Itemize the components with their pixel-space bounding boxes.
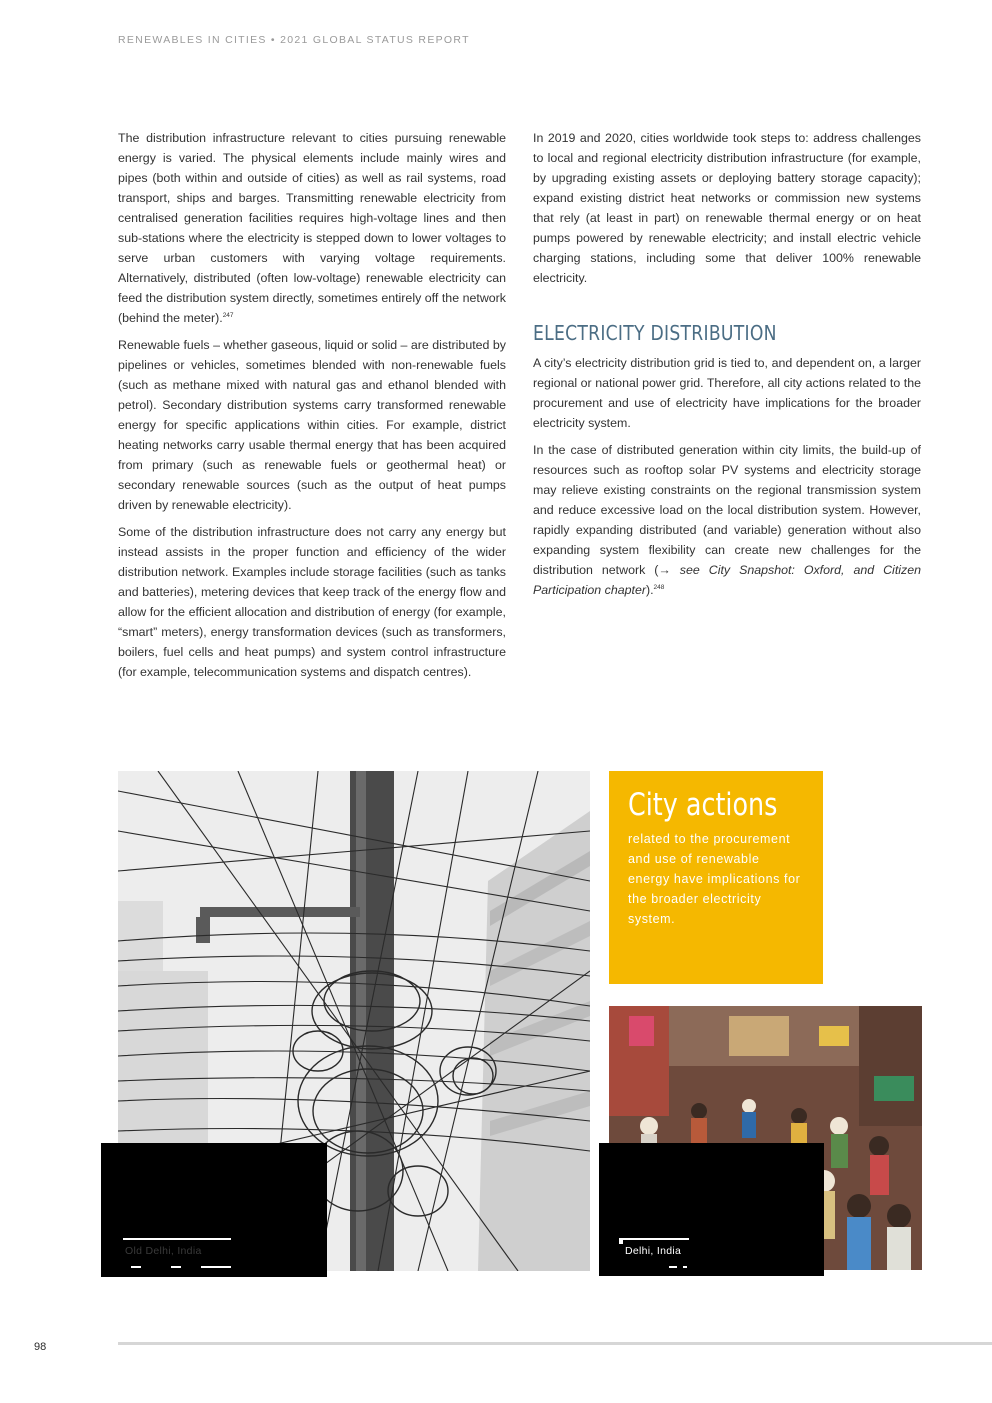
photo-caption <box>599 1143 824 1276</box>
right-column <box>533 128 921 607</box>
section-heading: ELECTRICITY DISTRIBUTION <box>533 321 777 345</box>
photo-caption <box>101 1143 327 1277</box>
reference-superscript[interactable]: 248 <box>653 583 665 591</box>
running-header: RENEWABLES IN CITIES • 2021 GLOBAL STATUS REPORT <box>118 34 470 46</box>
left-column <box>118 128 506 689</box>
paragraph: In 2019 and 2020, cities worldwide took steps to: address challenges to local and regional electricity distribution infrastructure (for example, by upgrading existing assets or deploying battery storage capacity); expand existing district heat networks or commission new systems that rely (at least in part) on renewable thermal energy or on heat pumps powered by renewable electricity; and install electric vehicle charging stations, including some that deliver 100% renewable electricity. <box>533 131 921 285</box>
paragraph: Renewable fuels – whether gaseous, liquid or solid – are distributed by pipelines or vehicles, sometimes blended with non-renewable fuels (such as methane mixed with natural gas and ethanol blended with petrol). Secondary distribution systems carry transformed renewable energy for specific applications within cities. For example, district heating networks carry usable thermal energy that has been acquired from primary (such as renewable fuels or geothermal heat) or secondary renewable sources (such as the output of heat pumps driven by renewable electricity). <box>118 338 506 512</box>
cross-reference-link[interactable]: → see City Snapshot: Oxford, and Citizen Participation chapter <box>533 563 921 597</box>
paragraph: In the case of distributed generation within city limits, the build-up of resources such as rooftop solar PV systems and electricity storage may relieve existing constraints on the regional transmission system and reduce excessive load on the local distribution system. However, rapidly expanding distributed (and variable) generation without also expanding system flexibility can create new challenges for the distribution network (→ see City Snapshot: Oxford, and Citizen Participation chapter).$^{248}$ <box>533 443 921 597</box>
paragraph: The distribution infrastructure relevant to cities pursuing renewable energy is varied. The physical elements include mainly wires and pipes (both within and outside of cities) as well as rail systems, road transport, ships and barges. Transmitting renewable electricity from centralised generation facilities requires high-voltage lines and then sub-stations where the electricity is stepped down to lower voltages to serve urban customers with varying voltage requirements. Alternatively, distributed (often low-voltage) renewable electricity can feed the distribution system directly, sometimes entirely off the network (behind the meter).$^{247}$ <box>118 131 506 325</box>
reference-superscript[interactable]: 247 <box>222 311 234 319</box>
footer-rule <box>118 1342 992 1345</box>
caption-text: Delhi, India <box>625 1245 682 1257</box>
callout-box <box>609 771 823 984</box>
callout-title: City actions <box>628 787 778 823</box>
caption-text: Old Delhi, India <box>125 1245 202 1257</box>
paragraph: Some of the distribution infrastructure does not carry any energy but instead assists in the proper function and efficiency of the wider distribution network. Examples include storage facilities (such as tanks and batteries), metering devices that keep track of the energy flow and allow for the efficient allocation and distribution of energy (for example, “smart” meters), energy transformation devices (such as transformers, boilers, fuel cells and heat pumps) and system control infrastructure (for example, telecommunication systems and dispatch centres). <box>118 525 506 679</box>
paragraph: A city’s electricity distribution grid is tied to, and dependent on, a larger regional or national power grid. Therefore, all city actions related to the procurement and use of electricity have implications for the broader electricity system. <box>533 356 921 430</box>
callout-text: related to the procurement and use of renewable energy have implications for the broader electricity system. <box>628 832 801 926</box>
page-number: 98 <box>34 1341 47 1353</box>
